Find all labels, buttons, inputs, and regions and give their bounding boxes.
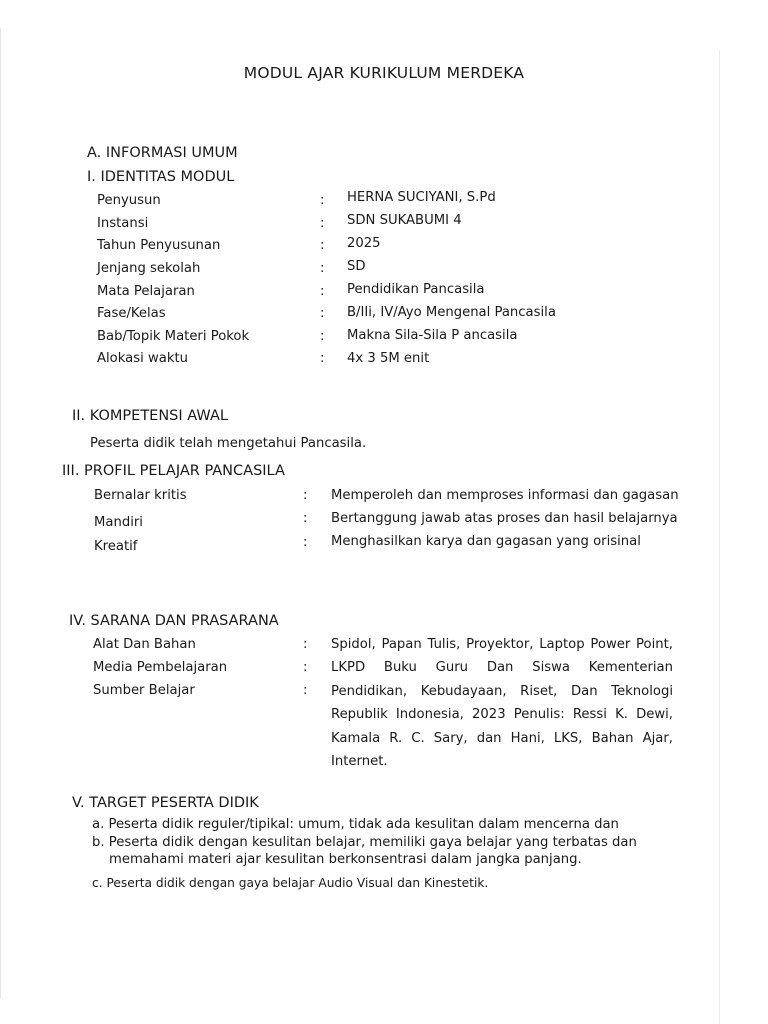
section-iii-heading: III. PROFIL PELAJAR PANCASILA	[62, 463, 285, 479]
sarana-value-line: LKPD Buku Guru Dan Siswa Kementerian	[331, 660, 673, 675]
document-title: MODUL AJAR KURIKULUM MERDEKA	[243, 64, 525, 82]
identitas-label-alokasi: Alokasi waktu	[97, 351, 188, 366]
identitas-value-instansi: SDN SUKABUMI 4	[347, 213, 462, 228]
profil-value-mandiri: Bertanggung jawab atas proses dan hasil belajarnya	[331, 511, 678, 526]
profil-label-kreatif: Kreatif	[94, 539, 138, 554]
identitas-label-tahun: Tahun Penyusunan	[97, 238, 221, 253]
identitas-value-tahun: 2025	[347, 236, 381, 251]
identitas-value-jenjang: SD	[347, 259, 366, 274]
section-ii-heading: II. KOMPETENSI AWAL	[72, 408, 228, 424]
colon: :	[320, 329, 325, 344]
target-item-c: c. Peserta didik dengan gaya belajar Audio Visual dan Kinestetik.	[92, 876, 489, 890]
identitas-label-mapel: Mata Pelajaran	[97, 284, 195, 299]
colon: :	[303, 637, 308, 652]
colon: :	[320, 216, 325, 231]
section-a-heading: A. INFORMASI UMUM	[87, 145, 238, 161]
page-edge-left	[0, 28, 1, 998]
colon: :	[303, 488, 308, 503]
sarana-label-alat: Alat Dan Bahan	[93, 637, 196, 652]
identitas-label-instansi: Instansi	[97, 216, 149, 231]
colon: :	[320, 351, 325, 366]
colon: :	[320, 261, 325, 276]
sarana-value-line: Kamala R. C. Sary, dan Hani, LKS, Bahan Ajar,	[331, 731, 673, 746]
sarana-label-media: Media Pembelajaran	[93, 660, 228, 675]
identitas-value-alokasi: 4x 3 5M enit	[347, 351, 430, 366]
sarana-value-line: Pendidikan, Kebudayaan, Riset, Dan Teknologi	[331, 684, 673, 699]
sarana-label-sumber: Sumber Belajar	[93, 683, 195, 698]
identitas-value-fase: B/IIi, IV/Ayo Mengenal Pancasila	[347, 305, 556, 320]
colon: :	[303, 683, 308, 698]
identitas-label-bab: Bab/Topik Materi Pokok	[97, 329, 250, 344]
colon: :	[320, 193, 325, 208]
target-item-a: a. Peserta didik reguler/tipikal: umum, tidak ada kesulitan dalam mencerna dan	[92, 817, 619, 832]
colon: :	[303, 511, 308, 526]
section-i-heading: I. IDENTITAS MODUL	[87, 169, 235, 185]
identitas-label-jenjang: Jenjang sekolah	[97, 261, 201, 276]
target-item-b-continued: memahami materi ajar kesulitan berkonsentrasi dalam jangka panjang.	[109, 852, 582, 867]
profil-value-kreatif: Menghasilkan karya dan gagasan yang orisinal	[331, 534, 641, 549]
sarana-value-line: Republik Indonesia, 2023 Penulis: Ressi K. Dewi,	[331, 707, 673, 722]
kompetensi-text: Peserta didik telah mengetahui Pancasila.	[90, 436, 367, 451]
identitas-value-bab: Makna Sila-Sila P ancasila	[347, 328, 518, 343]
colon: :	[320, 284, 325, 299]
colon: :	[303, 660, 308, 675]
profil-label-bernalar: Bernalar kritis	[94, 488, 187, 503]
profil-value-bernalar: Memperoleh dan memproses informasi dan gagasan	[331, 488, 679, 503]
target-item-b: b. Peserta didik dengan kesulitan belajar, memiliki gaya belajar yang terbatas dan	[92, 835, 637, 850]
page-edge-right	[719, 50, 720, 1024]
sarana-value-line: Spidol, Papan Tulis, Proyektor, Laptop Power Point,	[331, 637, 673, 652]
identitas-label-penyusun: Penyusun	[97, 193, 161, 208]
section-v-heading: V. TARGET PESERTA DIDIK	[72, 795, 259, 811]
sarana-value-line: Internet.	[331, 754, 388, 769]
section-iv-heading: IV. SARANA DAN PRASARANA	[69, 613, 279, 629]
colon: :	[303, 535, 308, 550]
colon: :	[320, 238, 325, 253]
identitas-label-fase: Fase/Kelas	[97, 306, 166, 321]
identitas-value-mapel: Pendidikan Pancasila	[347, 282, 485, 297]
identitas-value-penyusun: HERNA SUCIYANI, S.Pd	[347, 190, 496, 205]
profil-label-mandiri: Mandiri	[94, 515, 143, 530]
colon: :	[320, 306, 325, 321]
